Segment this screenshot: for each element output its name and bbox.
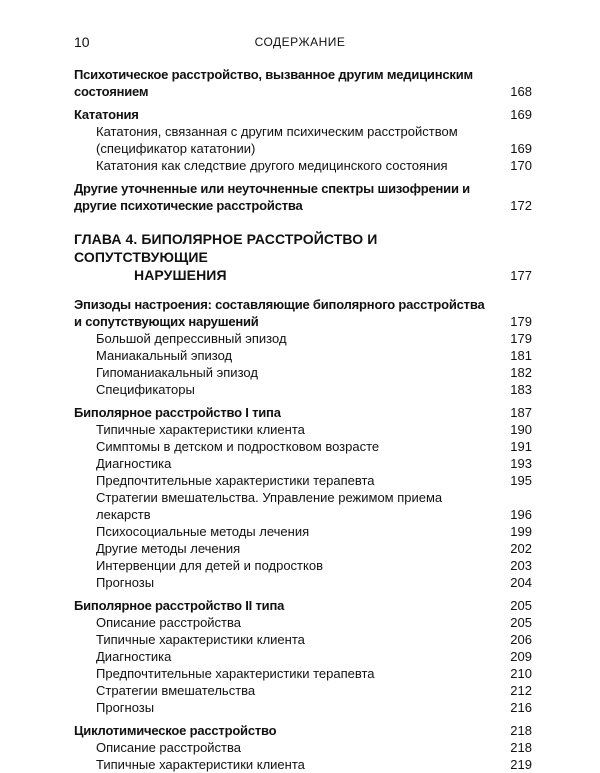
toc-entry-page: 209 <box>510 649 532 664</box>
toc-subentry <box>74 574 532 591</box>
toc-entry-page: 190 <box>510 422 532 437</box>
toc-entry-page: 216 <box>510 700 532 715</box>
toc-subentry <box>74 455 532 472</box>
toc-subentry <box>74 472 532 489</box>
toc-entry-page: 205 <box>510 615 532 630</box>
toc-subentry <box>74 648 532 665</box>
toc-entry <box>74 180 532 214</box>
toc-entry-title: Стратегии вмешательства <box>96 683 256 698</box>
toc-subentry <box>74 157 532 174</box>
toc-entry-title: Гипоманиакальный эпизод <box>96 365 258 380</box>
toc-entry-page: 181 <box>510 348 532 363</box>
toc-entry-page: 210 <box>510 666 532 681</box>
toc-entry <box>74 66 532 100</box>
toc-entry-title: Интервенции для детей и подростков <box>96 558 323 573</box>
toc-entry-page: 183 <box>510 382 532 397</box>
toc-subentry <box>74 438 532 455</box>
toc-entry <box>74 404 532 421</box>
toc-entry-page: 193 <box>510 456 532 471</box>
toc-entry-page: 205 <box>510 598 532 613</box>
toc-entry-title: Эпизоды настроения: составляющие биполярного расстройства и сопутствующих нарушений <box>74 297 485 329</box>
toc-entry-page: 202 <box>510 541 532 556</box>
toc-entry-title: Кататония <box>74 107 139 122</box>
toc-subentry <box>74 631 532 648</box>
toc-subentry <box>74 381 532 398</box>
toc-entry-title: Симптомы в детском и подростковом возрасте <box>96 439 380 454</box>
toc-entry-title: Кататония как следствие другого медицинского состояния <box>96 158 448 173</box>
toc-entry <box>74 597 532 614</box>
toc-subentry <box>74 614 532 631</box>
chapter-title-line1: ГЛАВА 4. БИПОЛЯРНОЕ РАССТРОЙСТВО И СОПУТСТВУЮЩИЕ <box>74 231 378 265</box>
toc-subentry <box>74 682 532 699</box>
toc-entry-title: Описание расстройства <box>96 615 242 630</box>
toc-subentry <box>74 364 532 381</box>
toc-entry <box>74 722 532 739</box>
toc-subentry <box>74 421 532 438</box>
toc-entry-title: Типичные характеристики клиента <box>96 422 305 437</box>
toc-entry-title: Диагностика <box>96 456 172 471</box>
toc-entry-page: 182 <box>510 365 532 380</box>
running-title: СОДЕРЖАНИЕ <box>254 35 346 49</box>
toc-entry-title: Другие методы лечения <box>96 541 241 556</box>
toc-entry-title: Спецификаторы <box>96 382 195 397</box>
toc-entry-title: Предпочтительные характеристики терапевта <box>96 666 375 681</box>
toc-entry-title: Кататония, связанная с другим психическим расстройством (спецификатор кататонии) <box>96 124 458 156</box>
toc-entry-page: 170 <box>510 158 532 173</box>
toc-entry-page: 179 <box>510 314 532 329</box>
toc-entry-page: 212 <box>510 683 532 698</box>
page-header <box>74 34 526 52</box>
toc-entry-title: Психотическое расстройство, вызванное другим медицинским состоянием <box>74 67 473 99</box>
toc-entry-title: Прогнозы <box>96 575 155 590</box>
toc-subentry <box>74 739 532 756</box>
toc-entry-title: Циклотимическое расстройство <box>74 723 277 738</box>
toc-entry-page: 169 <box>510 107 532 122</box>
toc-entry-title: Биполярное расстройство II типа <box>74 598 285 613</box>
toc-chapter-entry <box>74 230 532 284</box>
toc-entry <box>74 296 532 330</box>
toc-entry-title: Биполярное расстройство I типа <box>74 405 281 420</box>
toc-entry-title: Описание расстройства <box>96 740 242 755</box>
toc-entry-title: Типичные характеристики клиента <box>96 632 305 647</box>
toc-entry-page: 177 <box>510 268 532 283</box>
toc-entry-title: Большой депрессивный эпизод <box>96 331 287 346</box>
toc-entry <box>74 106 532 123</box>
table-of-contents <box>74 66 532 773</box>
toc-entry-title: Диагностика <box>96 649 172 664</box>
chapter-title-line2: НАРУШЕНИЯ <box>134 267 227 283</box>
toc-entry-page: 206 <box>510 632 532 647</box>
toc-entry-title: Типичные характеристики клиента <box>96 757 305 772</box>
toc-subentry <box>74 557 532 574</box>
toc-entry-title: Прогнозы <box>96 700 155 715</box>
toc-subentry <box>74 756 532 773</box>
toc-subentry <box>74 489 532 523</box>
toc-entry-page: 199 <box>510 524 532 539</box>
toc-entry-page: 195 <box>510 473 532 488</box>
toc-entry-page: 219 <box>510 757 532 772</box>
toc-subentry <box>74 523 532 540</box>
toc-subentry <box>74 330 532 347</box>
toc-entry-page: 191 <box>510 439 532 454</box>
toc-entry-page: 169 <box>510 141 532 156</box>
toc-entry-title: Маниакальный эпизод <box>96 348 233 363</box>
toc-entry-page: 179 <box>510 331 532 346</box>
toc-entry-page: 168 <box>510 84 532 99</box>
toc-entry-page: 172 <box>510 198 532 213</box>
toc-entry-page: 218 <box>510 723 532 738</box>
toc-entry-title: Другие уточненные или неуточненные спектры шизофрении и другие психотические расстройства <box>74 181 470 213</box>
toc-subentry <box>74 540 532 557</box>
toc-entry-title: Психосоциальные методы лечения <box>96 524 310 539</box>
toc-subentry <box>74 123 532 157</box>
toc-entry-title: Стратегии вмешательства. Управление режимом приема лекарств <box>96 490 443 522</box>
toc-subentry <box>74 699 532 716</box>
toc-entry-page: 204 <box>510 575 532 590</box>
toc-entry-page: 203 <box>510 558 532 573</box>
page-number: 10 <box>74 34 90 50</box>
toc-entry-page: 218 <box>510 740 532 755</box>
toc-subentry <box>74 665 532 682</box>
toc-entry-title: Предпочтительные характеристики терапевта <box>96 473 375 488</box>
toc-entry-page: 196 <box>510 507 532 522</box>
toc-entry-page: 187 <box>510 405 532 420</box>
chapter-title <box>74 230 506 284</box>
toc-subentry <box>74 347 532 364</box>
